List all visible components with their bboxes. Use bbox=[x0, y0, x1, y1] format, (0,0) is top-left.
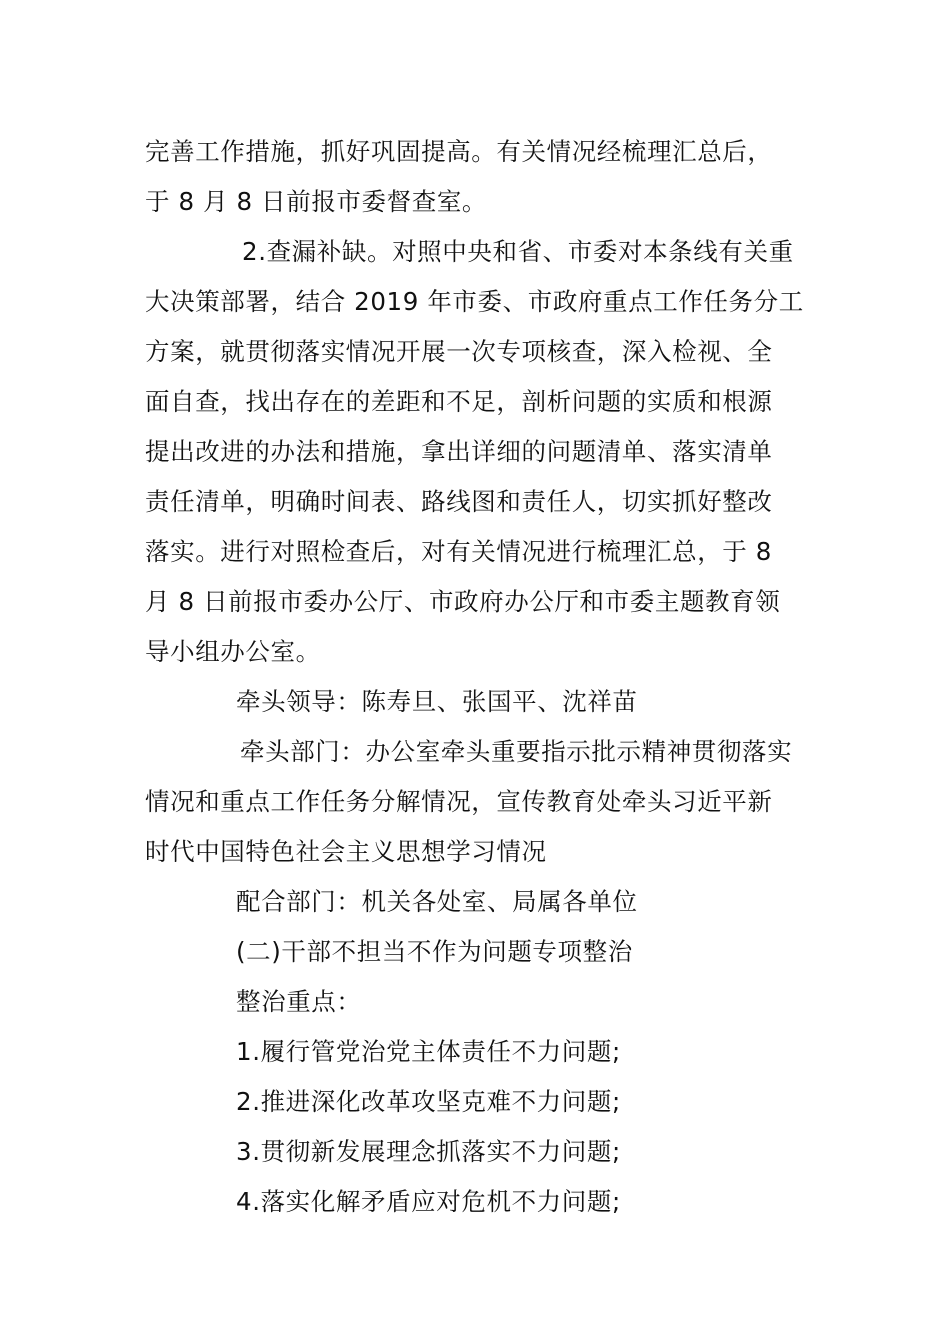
list-item: 3.贯彻新发展理念抓落实不力问题; bbox=[236, 1137, 621, 1166]
list-item: 2.推进深化改革攻坚克难不力问题; bbox=[236, 1087, 621, 1116]
text-line: 完善工作措施，抓好巩固提高。有关情况经梳理汇总后， bbox=[145, 137, 773, 166]
text-line: 时代中国特色社会主义思想学习情况 bbox=[145, 837, 547, 866]
text-line: 导小组办公室。 bbox=[145, 637, 321, 666]
text-line: 牵头领导：陈寿旦、张国平、沈祥苗 bbox=[236, 687, 638, 716]
text-line: 牵头部门：办公室牵头重要指示批示精神贯彻落实 bbox=[240, 737, 793, 766]
text-line: 配合部门：机关各处室、局属各单位 bbox=[236, 887, 638, 916]
text-line: 方案，就贯彻落实情况开展一次专项核查，深入检视、全 bbox=[145, 337, 773, 366]
section-heading: (二)干部不担当不作为问题专项整治 bbox=[236, 937, 633, 966]
text-line: 月 8 日前报市委办公厅、市政府办公厅和市委主题教育领 bbox=[145, 587, 781, 616]
list-item: 1.履行管党治党主体责任不力问题; bbox=[236, 1037, 621, 1066]
text-line: 面自查，找出存在的差距和不足，剖析问题的实质和根源 bbox=[145, 387, 773, 416]
text-line: 提出改进的办法和措施，拿出详细的问题清单、落实清单 bbox=[145, 437, 773, 466]
text-line: 责任清单，明确时间表、路线图和责任人，切实抓好整改 bbox=[145, 487, 773, 516]
text-line: 2.查漏补缺。对照中央和省、市委对本条线有关重 bbox=[242, 237, 794, 266]
text-line: 情况和重点工作任务分解情况，宣传教育处牵头习近平新 bbox=[145, 787, 773, 816]
text-line: 大决策部署，结合 2019 年市委、市政府重点工作任务分工 bbox=[145, 287, 804, 316]
text-line: 整治重点： bbox=[236, 987, 362, 1016]
text-line: 于 8 月 8 日前报市委督查室。 bbox=[145, 187, 488, 216]
text-line: 落实。进行对照检查后，对有关情况进行梳理汇总，于 8 bbox=[145, 537, 772, 566]
list-item: 4.落实化解矛盾应对危机不力问题; bbox=[236, 1187, 621, 1216]
